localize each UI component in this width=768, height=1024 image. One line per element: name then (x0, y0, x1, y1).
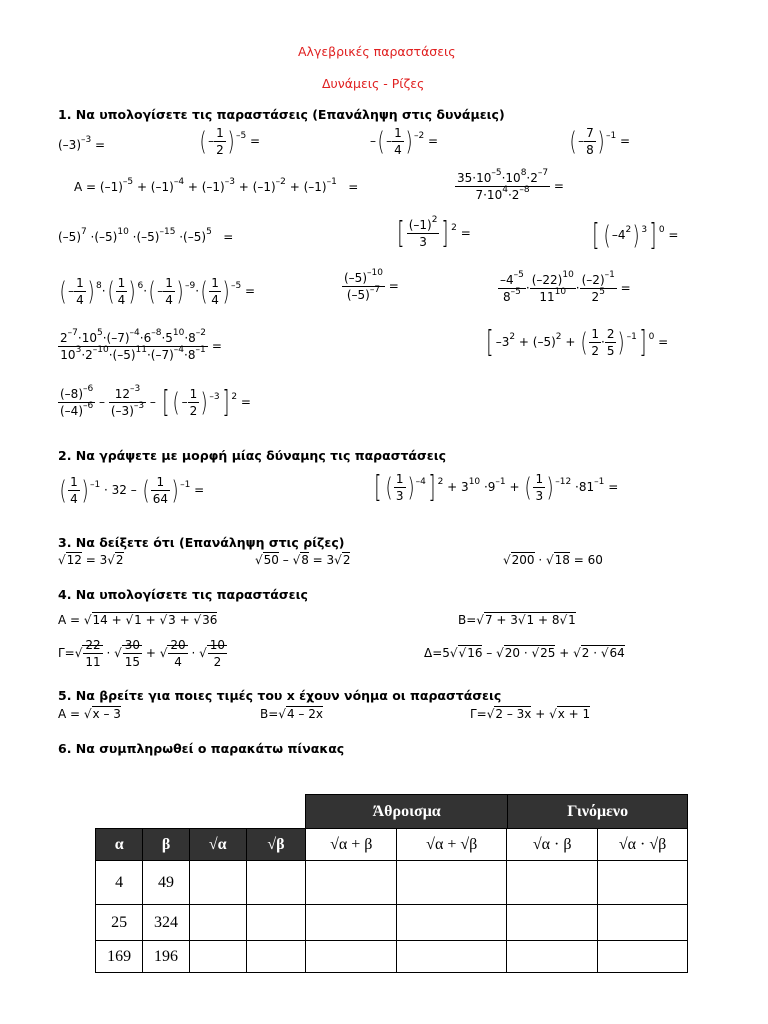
col-header-product-sqrts: √α · √β (598, 829, 688, 861)
expr-1n: [ $-3^2 + (-5)^2$ + ( $\frac{1}{2}$ · $\frac{2}{5}$ ) $^{-1}$] $^0$ = (486, 325, 669, 360)
cell-input[interactable] (598, 861, 688, 905)
values-table (95, 828, 688, 973)
section-1-heading: 1. Να υπολογίσετε τις παραστάσεις (Επανάληψη στις δυνάμεις) (58, 107, 505, 122)
col-header-sqrt-a: √α (189, 829, 246, 861)
expr-5c: Γ=√2 – 3x + √x + 1 (470, 707, 591, 721)
expr-1h: [ $\frac{(-1)^2}{3}$ ] $^2$ = (397, 215, 471, 251)
cell-input[interactable] (397, 905, 507, 941)
col-header-a: α (96, 829, 143, 861)
cell-input[interactable] (598, 905, 688, 941)
col-header-sqrt-b: √β (246, 829, 306, 861)
expr-1f: $\frac{35\cdot 10^{-5}\cdot 10^8\cdot 2^{-7}}{7\cdot 10^4\cdot 2^{-8}}$ = (457, 168, 564, 202)
cell-input[interactable] (189, 861, 246, 905)
cell-input[interactable] (246, 941, 306, 973)
section-5-heading: 5. Να βρείτε για ποιες τιμές του x έχουν νόημα οι παραστάσεις (58, 688, 502, 703)
col-header-b: β (143, 829, 189, 861)
cell-input[interactable] (246, 861, 306, 905)
cell-input[interactable] (598, 941, 688, 973)
expr-1b: ( – $\frac{1}{2}$ ) $^{-5}$ = (199, 126, 261, 157)
expr-3a: √12 = 3√2 (58, 553, 124, 567)
expr-1o: $\frac{(-8)^{-6}}{(-4)^{-6}}$ – $\frac{12^{-3}}{(-3)^{-3}}$ – [ ( – $\frac{1}{2}$ ) $^{-3}$] $^2$ = (60, 384, 251, 420)
cell-a: 4 (96, 861, 143, 905)
col-header-sqrt-sum: √α + β (306, 829, 397, 861)
cell-input[interactable] (397, 861, 507, 905)
expr-3c: √200 · √18 = 60 (503, 553, 603, 567)
section-3-heading: 3. Να δείξετε ότι (Επανάληψη στις ρίζες) (58, 535, 345, 550)
cell-input[interactable] (397, 941, 507, 973)
table-group-header (305, 794, 688, 829)
cell-input[interactable] (189, 905, 246, 941)
document-title: Αλγεβρικές παραστάσεις (298, 44, 456, 59)
expr-1m: $\frac{2^{-7}\cdot 10^5\cdot(-7)^{-4}\cdot 6^{-8}\cdot 5^{10}\cdot 8^{-2}}{10^3\cdot 2^{-10}\cdot(-5)^{11}\cdot(-7)^{-4}\cdot 8^{-1}}$ = (60, 328, 222, 362)
expr-1j: ( – $\frac{1}{4}$ ) $^8$·( $\frac{1}{4}$ ) $^6$·( – $\frac{1}{4}$ ) $^{-9}$·( $\frac{1}{4}$ ) $^{-5}$ = (59, 276, 256, 307)
cell-a: 25 (96, 905, 143, 941)
document-subtitle: Δυνάμεις - Ρίζες (322, 76, 425, 91)
expr-1g: $(-5)^7 \cdot(-5)^{10} \cdot(-5)^{-15} \cdot(-5)^5$ = (58, 227, 234, 244)
col-header-sum-sqrts: √α + √β (397, 829, 507, 861)
section-4-heading: 4. Να υπολογίσετε τις παραστάσεις (58, 587, 308, 602)
group-header-sum: Άθροισμα (306, 795, 508, 829)
cell-input[interactable] (306, 861, 397, 905)
cell-input[interactable] (306, 941, 397, 973)
expr-4d: Δ=5√√16 – √20 · √25 + √2 · √64 (424, 646, 625, 660)
expr-3b: √50 – √8 = 3√2 (255, 553, 351, 567)
cell-input[interactable] (507, 861, 598, 905)
cell-b: 324 (143, 905, 189, 941)
expr-2b: [ ( $\frac{1}{3}$ ) $^{-4}$] $^2 + 3^{10} \cdot 9^{-1}$ + ( $\frac{1}{3}$ ) $^{-12} \cdot 81^{-1}$ = (374, 470, 619, 505)
cell-b: 49 (143, 861, 189, 905)
cell-input[interactable] (246, 905, 306, 941)
expr-4b: B=√7 + 3√1 + 8√1 (458, 613, 576, 627)
cell-a: 169 (96, 941, 143, 973)
cell-b: 196 (143, 941, 189, 973)
expr-1l: $\frac{-4^{-5}}{8^{-5}}$ · $\frac{(-22)^{10}}{11^{10}}$ · $\frac{(-2)^{-1}}{2^5}$ = (500, 270, 631, 304)
expr-2a: ( $\frac{1}{4}$ ) $^{-1}$ · 32 – ( $\frac{1}{64}$ ) $^{-1}$ = (59, 475, 205, 506)
expr-4c: Γ=√ $\frac{22}{11}$ · √ $\frac{30}{15}$ + √ $\frac{20}{4}$ · √ $\frac{10}{2}$ (58, 638, 226, 669)
expr-4a: A = √14 + √1 + √3 + √36 (58, 613, 218, 627)
section-6-heading: 6. Να συμπληρωθεί ο παρακάτω πίνακας (58, 741, 345, 756)
table-row (96, 861, 688, 905)
expr-1e: $A = (-1)^{-5} + (-1)^{-4} + (-1)^{-3} + (-1)^{-2} + (-1)^{-1}$ = (74, 177, 359, 194)
table-row (96, 941, 688, 973)
cell-input[interactable] (306, 905, 397, 941)
expr-1c: –( – $\frac{1}{4}$ ) $^{-2}$ = (370, 126, 439, 157)
cell-input[interactable] (507, 905, 598, 941)
expr-5b: B=√4 – 2x (260, 707, 323, 721)
expr-5a: A = √x – 3 (58, 707, 121, 721)
expr-1i: [ ( $-4^2$) $^3$] $^0$ = (592, 218, 679, 253)
col-header-sqrt-product: √α · β (507, 829, 598, 861)
expr-1d: ( – $\frac{7}{8}$ ) $^{-1}$ = (569, 126, 631, 157)
cell-input[interactable] (189, 941, 246, 973)
expr-1a: $(-3)^{-3}$ = (58, 135, 106, 152)
table-row (96, 905, 688, 941)
cell-input[interactable] (507, 941, 598, 973)
group-header-product: Γινόμενο (508, 795, 688, 829)
expr-1k: $\frac{(-5)^{-10}}{(-5)^{-7}}$ = (344, 268, 399, 302)
section-2-heading: 2. Να γράψετε με μορφή μίας δύναμης τις παραστάσεις (58, 448, 446, 463)
